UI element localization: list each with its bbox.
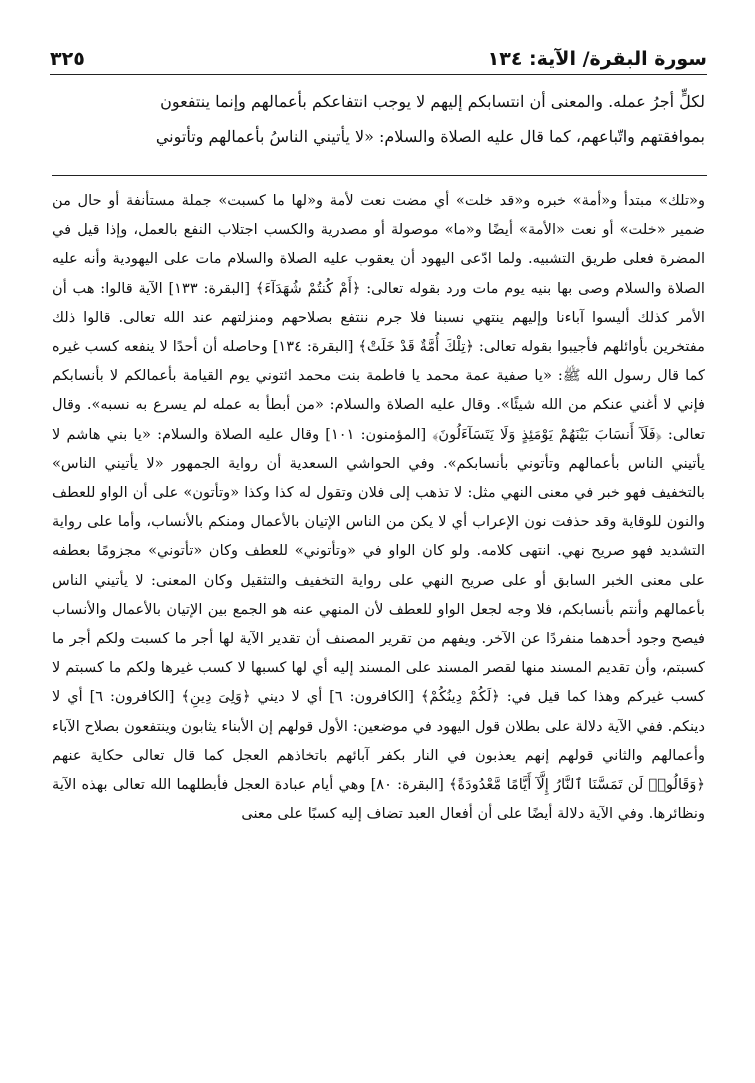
page-header	[50, 36, 707, 70]
main-text-line: بموافقتهم واتّباعهم، كما قال عليه الصلاة والسلام: «لا يأتيني الناسُ بأعمالهم وتأتوني	[155, 127, 705, 146]
page-number: ٣٢٥	[50, 48, 85, 70]
header-title: سورة البقرة/ الآية: ١٣٤	[487, 48, 707, 70]
header-divider	[50, 74, 707, 75]
main-text-line: لكلٍّ أجرُ عمله. والمعنى أن انتسابكم إليهم لا يوجب انتفاعكم بأعمالهم وإنما ينتفعون	[160, 92, 705, 111]
section-divider	[52, 175, 707, 176]
main-text	[60, 84, 705, 154]
commentary-text	[52, 186, 705, 828]
commentary-paragraph: و«تلك» مبتدأ و«أمة» خبره و«قد خلت» أي مضت نعت لأمة و«لها ما كسبت» جملة مستأنفة أو حال من ضمير «خلت» أو نعت «الأمة» أيضًا و«ما» موصولة أو مصدرية والكسب اجتلاب النفع بالعمل، وإذا قيل في المضرة فعلى طريق التشبيه. ولما ادّعى اليهود أن يعقوب عليه الصلاة والسلام مات على اليهودية وأنه عليه الصلاة والسلام وصى بها بنيه يوم مات ورد بقوله تعالى: ﴿أَمْ كُنتُمْ شُهَدَآءَ﴾ [البقرة: ١٣٣] الآية قالوا: هب أن الأمر كذلك أليسوا آباءنا وإليهم ينتهي نسبنا فلا جرم ننتفع بصلاحهم ومنزلتهم عند الله تعالى. قالوا ذلك مفتخرين بأوائلهم فأجيبوا بقوله تعالى: ﴿تِلْكَ أُمَّةٌ قَدْ خَلَتْ﴾ [البقرة: ١٣٤] وحاصله أن أحدًا لا ينفعه كسب غيره كما قال رسول الله ﷺ: «يا صفية عمة محمد يا فاطمة بنت محمد ائتوني يوم القيامة بأعمالكم لا بأنسابكم فإني لا أغني عنكم من الله شيئًا». وقال عليه الصلاة والسلام: «من أبطأ به عمله لم يسرع به نسبه». وقال تعالى: ﴿فَلَآ أَنسَابَ بَيْنَهُمْ يَوْمَئِذٍ وَلَا يَتَسَآءَلُونَ﴾ [المؤمنون: ١٠١] وقال عليه الصلاة والسلام: «يا بني هاشم لا يأتيني الناس بأعمالهم وتأتوني بأنسابكم». وفي الحواشي السعدية أن رواية الجمهور «لا يأتيني الناس» بالتخفيف فهو خبر في معنى النهي مثل: لا تذهب إلى فلان وتقول له كذا وكذا «وتأتون» على أن الواو للعطف والنون للوقاية وقد حذفت نون الإعراب أي لا يكن من الناس الإتيان بالأعمال ومنكم بالأنساب، وأما على رواية التشديد فهو صريح نهي. انتهى كلامه. ولو كان الواو في «وتأتوني» للعطف وكان «تأتوني» مجزومًا بعطفه على معنى الخبر السابق أو على صريح النهي على رواية التخفيف والتثقيل وكان المعنى: لا يأتيني الناس بأعمالهم وأنتم بأنسابكم، فلا وجه لجعل الواو للعطف لأن المنهي عنه هو الجمع بين الإتيان بالأعمال والأنساب فيصح وجود أحدهما منفردًا عن الآخر. ويفهم من تقرير المصنف أن تقدير الآية لها أجر ما كسبت ولكم أجر ما كسبتم، وأن تقديم المسند منها لقصر المسند على المسند إليه أي لها كسبها لا كسب غيرها ولكم ما كسبتم لا كسب غيركم وهذا كما قيل في: ﴿لَكُمْ دِينُكُمْ﴾ [الكافرون: ٦] أي لا ديني ﴿وَلِىَ دِينِ﴾ [الكافرون: ٦] أي لا دينكم. ففي الآية دلالة على بطلان قول اليهود في موضعين: الأول قولهم إن الأبناء يثابون وينتفعون بصلاح الآباء وأعمالهم والثاني قولهم إنهم يعذبون في النار بكفر آبائهم باتخاذهم العجل كما قال تعالى حكاية عنهم ﴿وَقَالُوا۟ لَن تَمَسَّنَا ٱلنَّارُ إِلَّآ أَيَّامًا مَّعْدُودَةً﴾ [البقرة: ٨٠] وهي أيام عبادة العجل فأبطلهما الله تعالى بهذه الآية ونظائرها. وفي الآية دلالة أيضًا على أن أفعال العبد تضاف إليه كسبًا على معنى	[52, 192, 705, 823]
